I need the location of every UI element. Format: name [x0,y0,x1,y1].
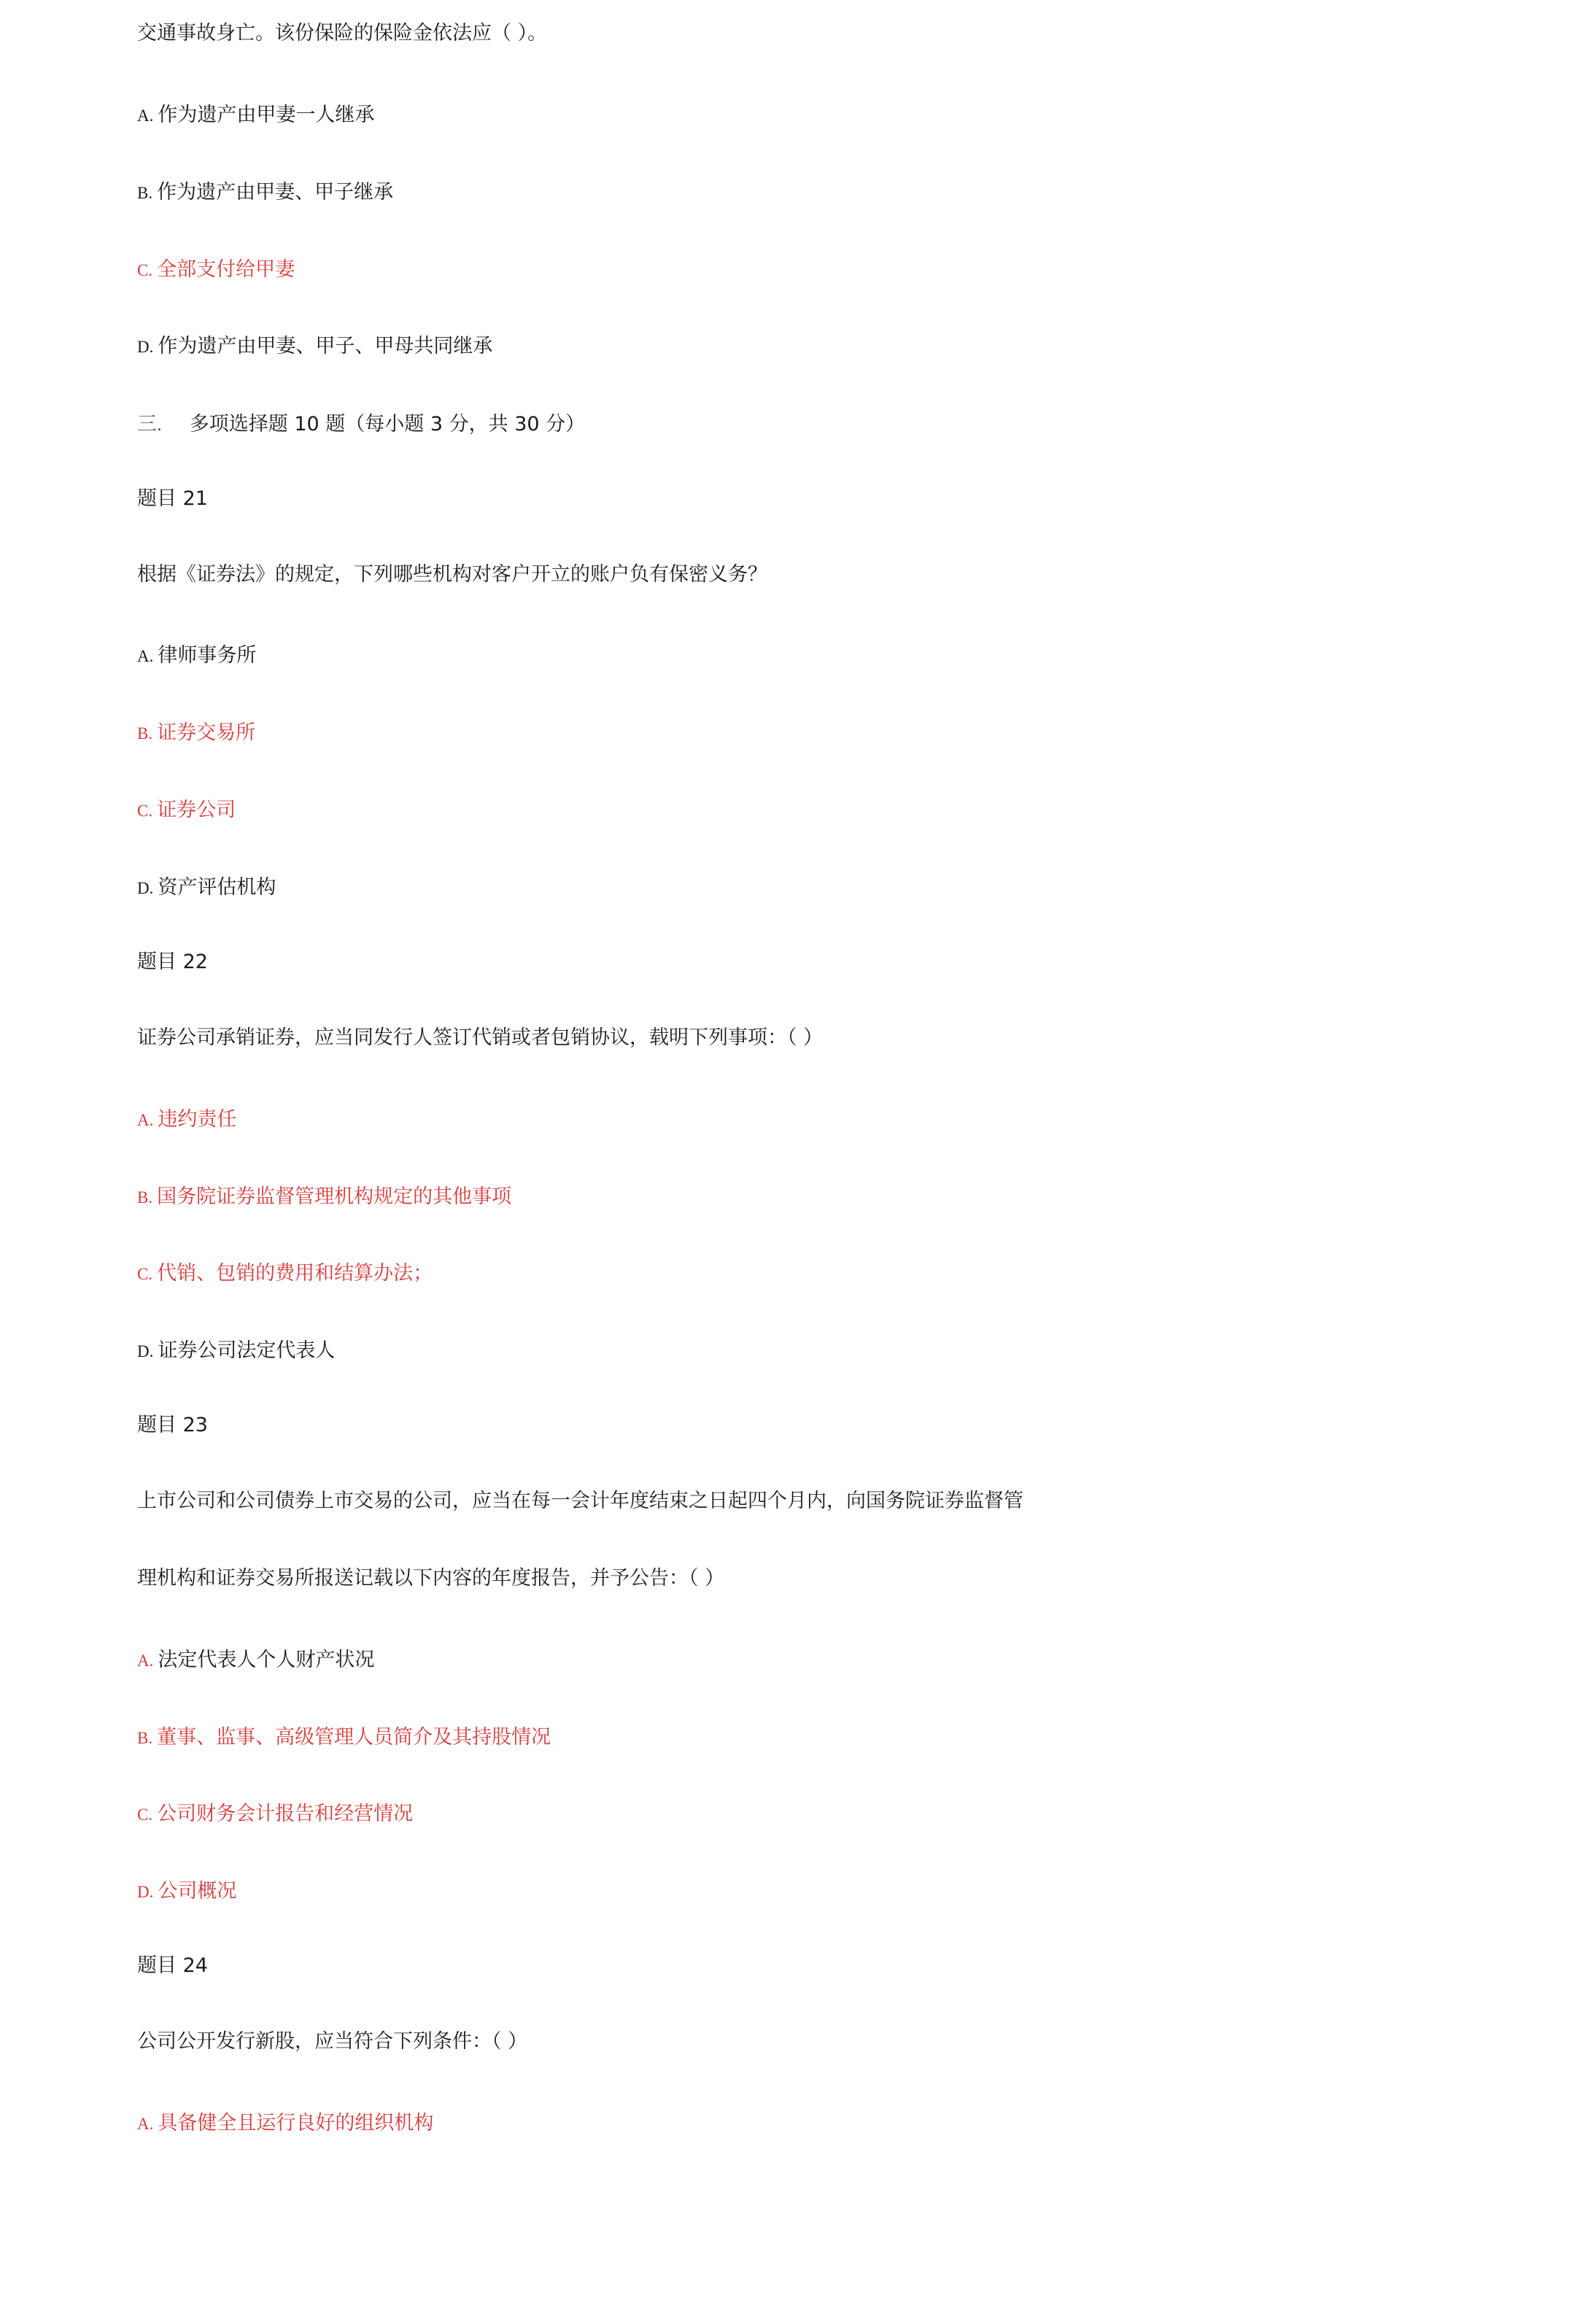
option-letter: C. [137,1805,153,1824]
section-number: 三. [137,413,162,435]
option-text: 违约责任 [158,1108,237,1131]
option-text: 证券公司 [157,799,236,821]
q21-option-b [137,719,255,748]
option-text: 作为遗产由甲妻、甲子继承 [157,181,394,204]
q24-option-a [137,2109,433,2139]
q23-option-c [137,1800,413,1830]
section-title: 多项选择题 10 题（每小题 3 分，共 30 分） [189,413,586,436]
q23-title: 题目 23 [137,1414,208,1436]
option-letter: D. [137,338,154,356]
option-text: 代销、包销的费用和结算办法； [157,1262,433,1285]
q22-option-c [137,1259,433,1289]
option-text: 律师事务所 [158,644,257,667]
q22-option-a [137,1105,236,1135]
q22-option-b [137,1182,511,1212]
option-letter: B. [137,184,153,202]
q20-stem-end: 交通事故身亡。该份保险的保险金依法应（ ）。 [137,22,548,44]
option-letter: D. [137,1883,154,1901]
q20-option-c [137,255,295,285]
option-letter: B. [137,1729,153,1747]
q23-stem-line-2: 理机构和证券交易所报送记载以下内容的年度报告，并予公告：（ ） [137,1567,725,1590]
option-text: 证券交易所 [157,721,256,744]
q21-option-c [137,796,236,826]
option-letter: C. [137,802,153,820]
q20-option-a [137,101,374,131]
q23-option-d [137,1877,236,1907]
option-letter: A. [137,1652,154,1670]
q21-option-d [137,873,276,903]
q22-stem: 证券公司承销证券，应当同发行人签订代销或者包销协议，载明下列事项：（ ） [137,1026,824,1049]
option-letter: D. [137,879,154,897]
q23-option-a [137,1646,374,1676]
option-text: 证券公司法定代表人 [158,1339,336,1362]
option-text: 公司概况 [158,1880,237,1902]
q24-stem: 公司公开发行新股，应当符合下列条件：（ ） [137,2030,528,2053]
option-letter: A. [137,1111,154,1129]
q21-option-a [137,641,256,671]
option-letter: A. [137,647,154,665]
option-text: 国务院证券监督管理机构规定的其他事项 [157,1185,512,1208]
option-text: 具备健全且运行良好的组织机构 [158,2112,434,2134]
q22-option-d [137,1336,335,1366]
option-letter: C. [137,261,153,279]
option-text: 法定代表人个人财产状况 [158,1649,375,1671]
option-letter: B. [137,1188,153,1207]
option-letter: B. [137,724,153,743]
q23-option-b [137,1723,551,1753]
option-text: 董事、监事、高级管理人员简介及其持股情况 [157,1726,551,1749]
option-letter: A. [137,107,154,125]
q22-title: 题目 22 [137,951,208,973]
option-text: 公司财务会计报告和经营情况 [157,1803,414,1825]
option-letter: A. [137,2115,154,2133]
option-letter: C. [137,1265,153,1283]
option-text: 作为遗产由甲妻一人继承 [158,104,375,126]
option-text: 全部支付给甲妻 [157,258,295,281]
option-letter: D. [137,1342,154,1360]
q20-option-b [137,178,393,208]
section-heading [137,409,585,439]
option-text: 作为遗产由甲妻、甲子、甲母共同继承 [158,335,493,357]
option-text: 资产评估机构 [158,876,276,899]
q21-title: 题目 21 [137,487,208,510]
q23-stem-line-1: 上市公司和公司债券上市交易的公司，应当在每一会计年度结束之日起四个月内，向国务院证券监督管 [137,1490,1023,1512]
q21-stem: 根据《证券法》的规定，下列哪些机构对客户开立的账户负有保密义务？ [137,563,767,586]
q24-title: 题目 24 [137,1954,208,1977]
q20-option-d [137,332,492,362]
